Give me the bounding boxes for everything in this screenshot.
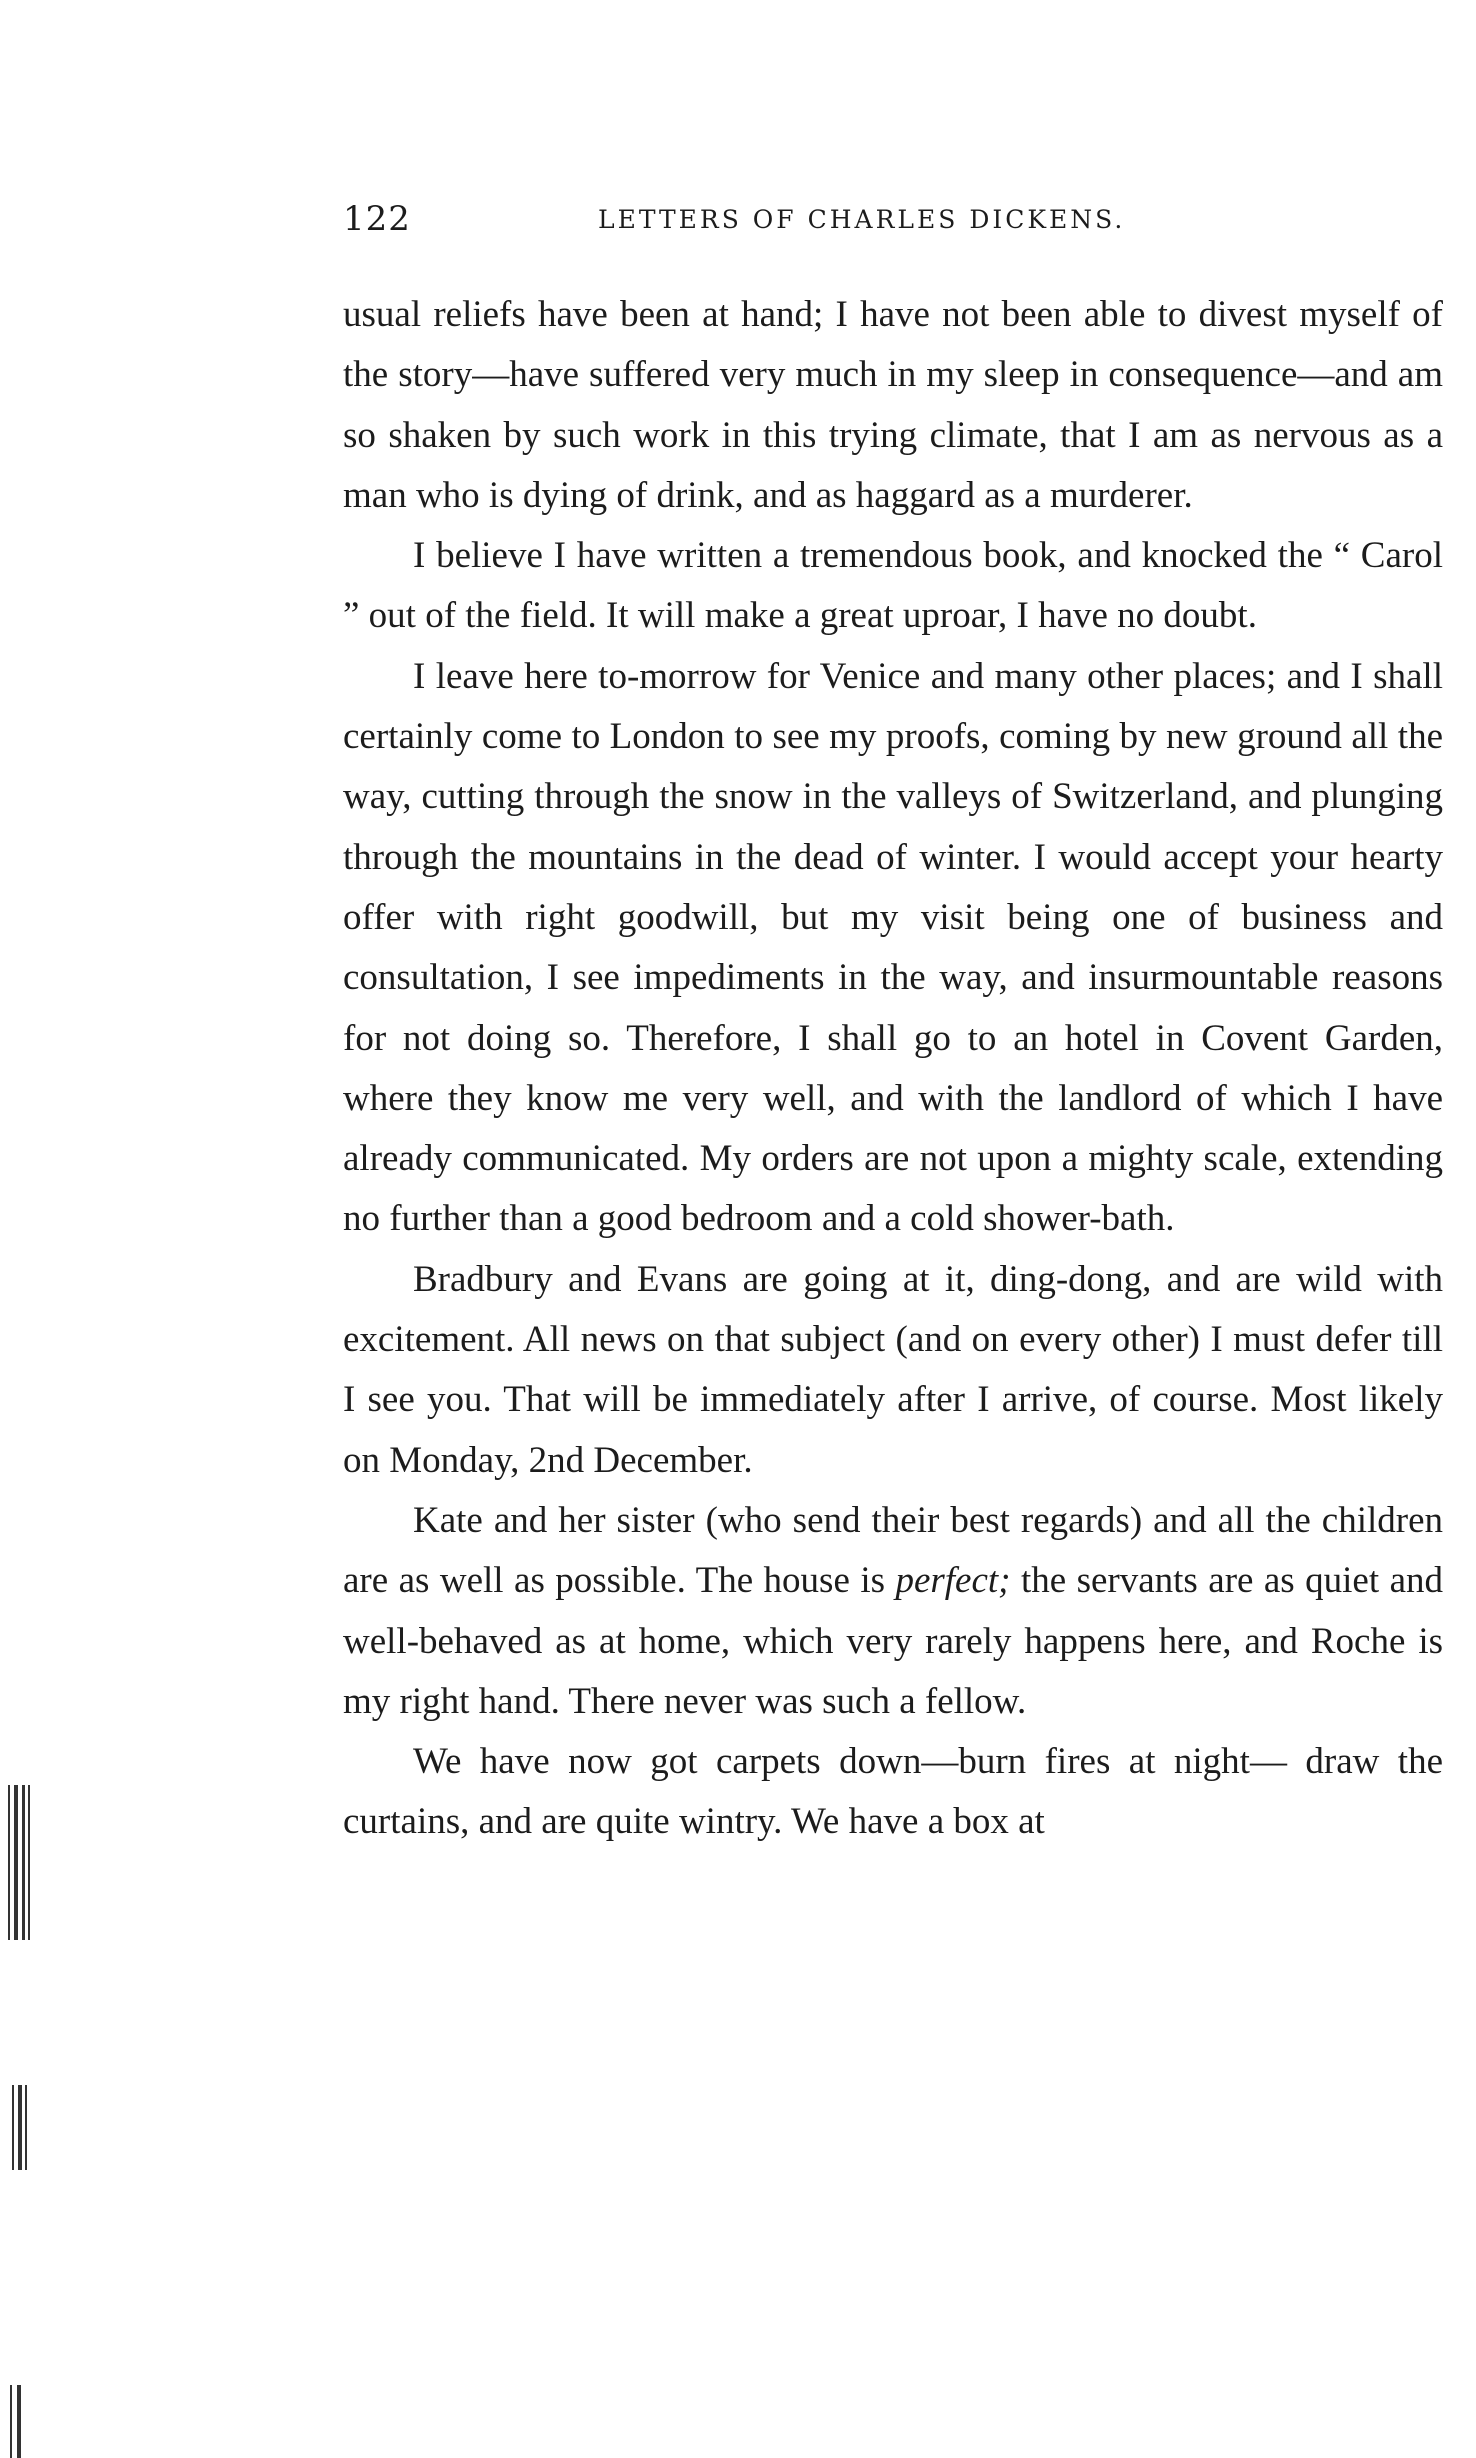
letter-body <box>343 285 1443 1853</box>
running-title: LETTERS OF CHARLES DICKENS. <box>598 205 1126 234</box>
paragraph-5 <box>343 1491 1443 1732</box>
paragraph-5-text-after: the servants are as quiet and well-behaved as at home, which very rarely happens here, and Roche is my right hand. There never was such a fellow. <box>343 1560 1443 1722</box>
paragraph-5-text: Kate and her sister (who send their best regards) and all the children are as well as possible. The house is <box>343 1499 1443 1602</box>
page-number: 122 <box>343 199 411 239</box>
paragraph-3: I leave here to-morrow for Venice and many other places; and I shall certainly come to London to see my proofs, coming by new ground all the way, cutting through the snow in the valleys of Switzerland, and plunging through the mountains in the dead of winter. I would accept your hearty offer with right goodwill, but my visit being one of business and consultation, I see impediments in the way, and insurmountable reasons for not doing so. Therefore, I shall go to an hotel in Covent Garden, where they know me very well, and with the landlord of which I have already communicated. My orders are not upon a mighty scale, extending no further than a good bedroom and a cold shower-bath. <box>343 655 1443 1240</box>
page-header <box>343 194 1443 244</box>
paragraph-6: We have now got carpets down—burn fires at night— draw the curtains, and are quite wintry. We have a box at <box>343 1741 1443 1843</box>
binding-mark <box>0 2085 40 2170</box>
binding-mark <box>0 1785 40 1940</box>
emphasis-perfect: perfect; <box>895 1560 1011 1602</box>
paragraph-4: Bradbury and Evans are going at it, ding-dong, and are wild with excitement. All news on that subject (and on every other) I must defer till I see you. That will be immediately after I arrive, of course. Most likely on Monday, 2nd December. <box>343 1258 1443 1481</box>
binding-mark <box>0 2385 40 2458</box>
paragraph-1: usual reliefs have been at hand; I have not been able to divest myself of the story—have suffered very much in my sleep in consequence—and am so shaken by such work in this trying climate, that I am as nervous as a man who is dying of drink, and as haggard as a murderer. <box>343 294 1443 516</box>
paragraph-2: I believe I have written a tremendous book, and knocked the “ Carol ” out of the field. It will make a great uproar, I have no doubt. <box>343 535 1443 637</box>
